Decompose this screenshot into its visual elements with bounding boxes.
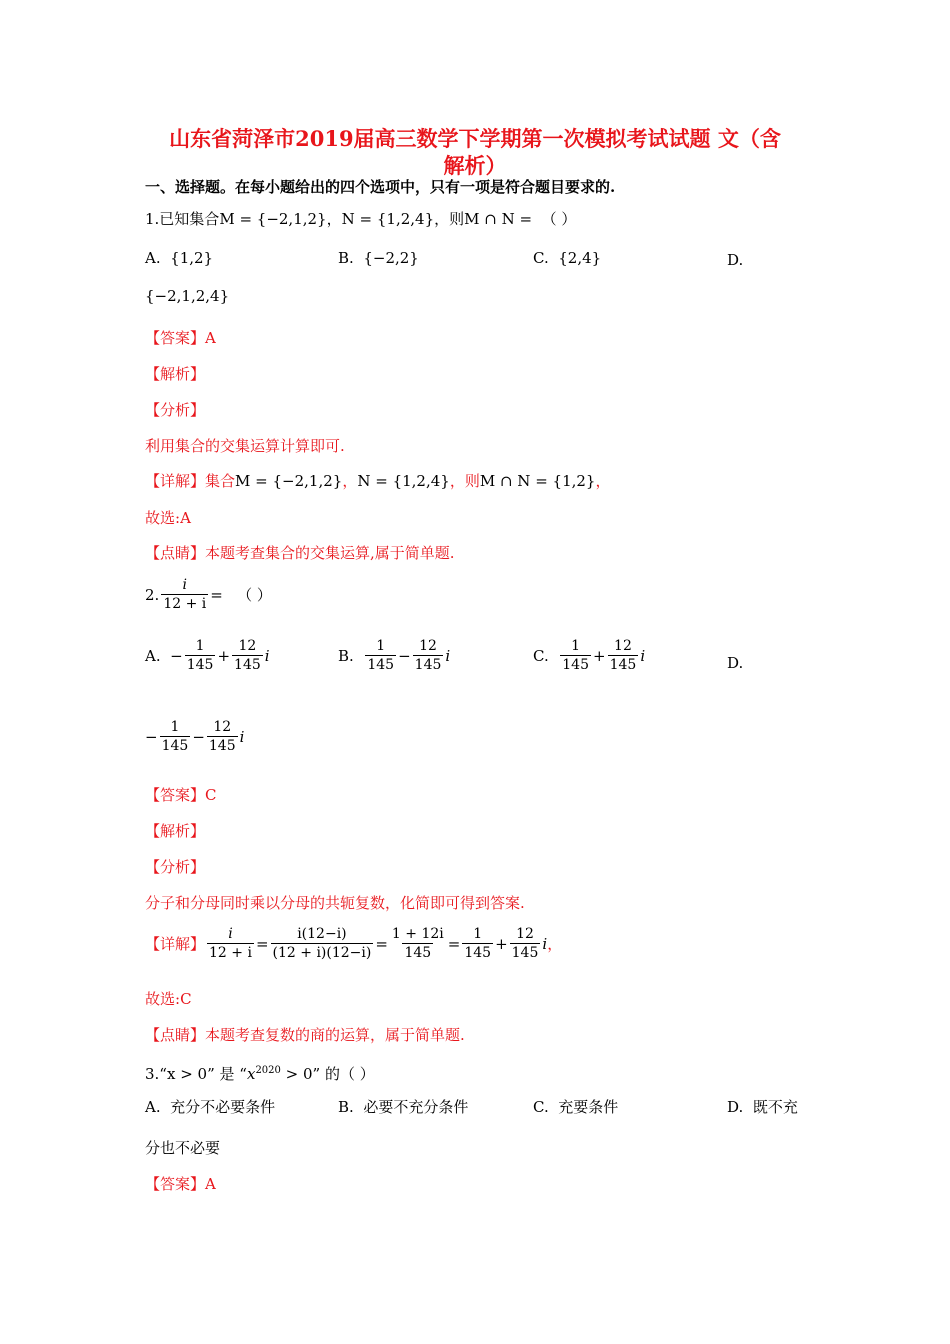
q1-prefix: 1.已知集合 <box>145 210 220 228</box>
q2-analysis-label: 【解析】 <box>145 822 206 840</box>
fraction-denominator: 145 <box>367 657 395 673</box>
q2-comment <box>145 1025 465 1045</box>
detail-end: ， <box>547 934 563 953</box>
comment-text: 本题考查复数的商的运算，属于简单题. <box>205 1026 465 1044</box>
document-title-line1: 山东省菏泽市2019届高三数学下学期第一次模拟考试试题 文（含 <box>169 126 781 151</box>
option-letter: D. <box>727 654 744 672</box>
question-1-stem <box>145 209 576 229</box>
fraction-numerator: 1 <box>376 638 386 654</box>
option-letter: B. <box>338 1098 354 1116</box>
q2-detail <box>145 925 562 962</box>
answer-value: C <box>205 786 217 804</box>
detail-set-m: M = {−2,1,2} <box>235 472 343 490</box>
option-letter: D. <box>727 1098 744 1116</box>
detail-result: M ∩ N = {1,2} <box>479 472 596 490</box>
fraction-numerator: i <box>228 926 233 942</box>
fraction-denominator: 145 <box>511 945 539 961</box>
q3-suffix: ” 的（ ） <box>312 1065 375 1083</box>
q1-option-d-value: {−2,1,2,4} <box>145 287 230 305</box>
q1-set-n: N = {1,2,4} <box>341 210 435 228</box>
choose-value: A <box>180 509 191 527</box>
answer-label: 【答案】 <box>145 786 206 804</box>
fraction-denominator: 145 <box>161 738 189 754</box>
q3-prefix: 3.“ <box>145 1065 167 1083</box>
answer-label: 【答案】 <box>145 329 206 347</box>
choose-label: 故选: <box>145 990 181 1008</box>
fraction-denominator: 12 + i <box>163 596 207 612</box>
fraction-denominator: 145 <box>208 738 236 754</box>
detail-equals: = <box>375 934 388 953</box>
option-value: 必要不充分条件 <box>363 1098 469 1116</box>
q2-option-b <box>338 637 450 674</box>
fraction-numerator: 1 <box>473 926 483 942</box>
option-value: {1,2} <box>170 249 214 267</box>
detail-set-n: N = {1,2,4} <box>357 472 450 490</box>
q3-option-b <box>338 1097 468 1117</box>
option-imag-unit: i <box>640 646 646 665</box>
fraction-denominator: 145 <box>234 657 261 673</box>
detail-plus: + <box>495 934 508 953</box>
fraction-numerator: i(12−i) <box>297 926 347 942</box>
option-sign: − <box>145 727 158 746</box>
option-fraction-1 <box>185 637 216 674</box>
fraction-numerator: 12 <box>213 719 232 735</box>
detail-sep: ， <box>342 472 358 490</box>
q1-blank: （ ） <box>541 210 577 228</box>
option-letter: B. <box>338 249 354 267</box>
fraction-denominator: 145 <box>609 657 637 673</box>
q2-fenxi-label: 【分析】 <box>145 858 206 876</box>
q1-set-m: M = {−2,1,2} <box>219 210 327 228</box>
option-operator: + <box>217 646 231 665</box>
answer-label: 【答案】 <box>145 1175 206 1193</box>
q3-option-a <box>145 1097 275 1117</box>
q1-detail <box>145 471 611 491</box>
detail-fraction-1 <box>207 925 254 962</box>
detail-fraction-3 <box>390 925 446 962</box>
q2-answer <box>145 785 217 805</box>
option-imag-unit: i <box>445 646 451 665</box>
q1-then: ，则 <box>434 210 465 228</box>
q1-answer <box>145 328 216 348</box>
option-operator: − <box>398 646 411 665</box>
option-letter: D. <box>727 251 744 269</box>
q1-choose <box>145 508 191 528</box>
q2-option-d <box>727 653 743 673</box>
detail-fraction-2 <box>271 925 374 962</box>
detail-equals: = <box>447 934 461 953</box>
detail-fraction-5 <box>510 925 541 962</box>
q1-analysis-label: 【解析】 <box>145 365 206 383</box>
fraction-numerator: i <box>182 577 188 593</box>
q3-answer <box>145 1174 216 1194</box>
option-fraction-2 <box>413 637 444 674</box>
comment-text: 本题考查集合的交集运算,属于简单题. <box>205 544 455 562</box>
q2-prefix: 2. <box>145 585 160 604</box>
option-letter: C. <box>533 1098 549 1116</box>
question-2-stem <box>145 576 272 613</box>
option-letter: B. <box>338 646 354 665</box>
q2-blank: （ ） <box>237 585 272 604</box>
q1-sep: ， <box>326 210 342 228</box>
option-letter: A. <box>145 249 161 267</box>
answer-value: A <box>205 1175 216 1193</box>
q2-option-a <box>145 637 270 674</box>
q2-fraction <box>161 576 208 613</box>
q1-option-b <box>338 248 419 268</box>
fraction-numerator: 1 + 12i <box>391 926 444 942</box>
q3-mid: ” 是 “ <box>207 1065 247 1083</box>
option-fraction-1 <box>365 637 396 674</box>
option-fraction-2 <box>232 637 263 674</box>
option-letter: C. <box>533 249 549 267</box>
detail-fraction-4 <box>462 925 493 962</box>
option-fraction-2 <box>608 637 639 674</box>
choose-label: 故选: <box>145 509 181 527</box>
option-fraction-2 <box>207 718 238 755</box>
fraction-numerator: 1 <box>170 719 180 735</box>
fraction-denominator: 145 <box>562 657 589 673</box>
q2-option-d-value <box>145 718 244 755</box>
option-value: {−2,2} <box>363 249 419 267</box>
answer-value: A <box>205 329 216 347</box>
fraction-numerator: 12 <box>419 638 437 654</box>
choose-value: C <box>180 990 192 1008</box>
option-operator: + <box>593 646 606 665</box>
option-sign: − <box>170 646 183 665</box>
fraction-numerator: 1 <box>571 638 581 654</box>
q1-option-c <box>533 248 601 268</box>
fraction-denominator: 145 <box>186 657 214 673</box>
q1-comment <box>145 543 455 563</box>
detail-label: 【详解】 <box>145 472 206 490</box>
option-value: 充分不必要条件 <box>170 1098 276 1116</box>
option-imag-unit: i <box>264 646 270 665</box>
q2-option-c <box>533 637 645 674</box>
fraction-denominator: 12 + i <box>209 945 252 961</box>
option-fraction-1 <box>560 637 591 674</box>
option-imag-unit: i <box>239 727 245 746</box>
document-title-line2: 解析） <box>443 153 507 178</box>
q3-condition-2-base: x <box>246 1065 256 1083</box>
fraction-denominator: 145 <box>414 657 442 673</box>
option-letter: A. <box>145 646 161 665</box>
q3-option-c <box>533 1097 618 1117</box>
option-letter: A. <box>145 1098 161 1116</box>
option-value: 既不充 <box>752 1098 798 1116</box>
question-3-stem <box>145 1061 375 1084</box>
fraction-denominator: 145 <box>404 945 432 961</box>
fraction-denominator: 145 <box>464 945 492 961</box>
q1-option-d <box>727 250 743 270</box>
fraction-numerator: 12 <box>516 926 534 942</box>
comment-label: 【点睛】 <box>145 1026 206 1044</box>
fraction-numerator: 1 <box>195 638 205 654</box>
q2-choose <box>145 989 192 1009</box>
q3-condition-2-exponent: 2020 <box>255 1065 281 1076</box>
q1-option-a <box>145 248 213 268</box>
q1-fenxi-label: 【分析】 <box>145 401 206 419</box>
q1-expr: M ∩ N = <box>464 210 533 228</box>
q3-condition-2-rest: > 0 <box>280 1065 313 1083</box>
q2-fenxi-text: 分子和分母同时乘以分母的共轭复数，化简即可得到答案. <box>145 894 525 912</box>
detail-equals: = <box>255 934 269 953</box>
option-value: {2,4} <box>558 249 602 267</box>
q2-equals: = <box>210 585 223 604</box>
q3-condition-1: x > 0 <box>166 1065 208 1083</box>
detail-label: 【详解】 <box>145 934 206 953</box>
section-heading: 一、选择题。在每小题给出的四个选项中，只有一项是符合题目要求的. <box>145 178 616 196</box>
detail-text: 集合 <box>205 472 236 490</box>
detail-imag-unit: i <box>542 934 548 953</box>
detail-then: ，则 <box>449 472 480 490</box>
comment-label: 【点睛】 <box>145 544 206 562</box>
option-operator: − <box>192 727 205 746</box>
q1-fenxi-text: 利用集合的交集运算计算即可. <box>145 437 345 455</box>
option-fraction-1 <box>160 718 191 755</box>
fraction-numerator: 12 <box>614 638 632 654</box>
option-letter: C. <box>533 646 549 665</box>
detail-end: ， <box>595 472 611 490</box>
q3-option-d <box>727 1097 798 1117</box>
fraction-denominator: (12 + i)(12−i) <box>272 945 372 961</box>
q3-option-d-cont: 分也不必要 <box>145 1139 221 1157</box>
option-value: 充要条件 <box>558 1098 619 1116</box>
fraction-numerator: 12 <box>238 638 257 654</box>
